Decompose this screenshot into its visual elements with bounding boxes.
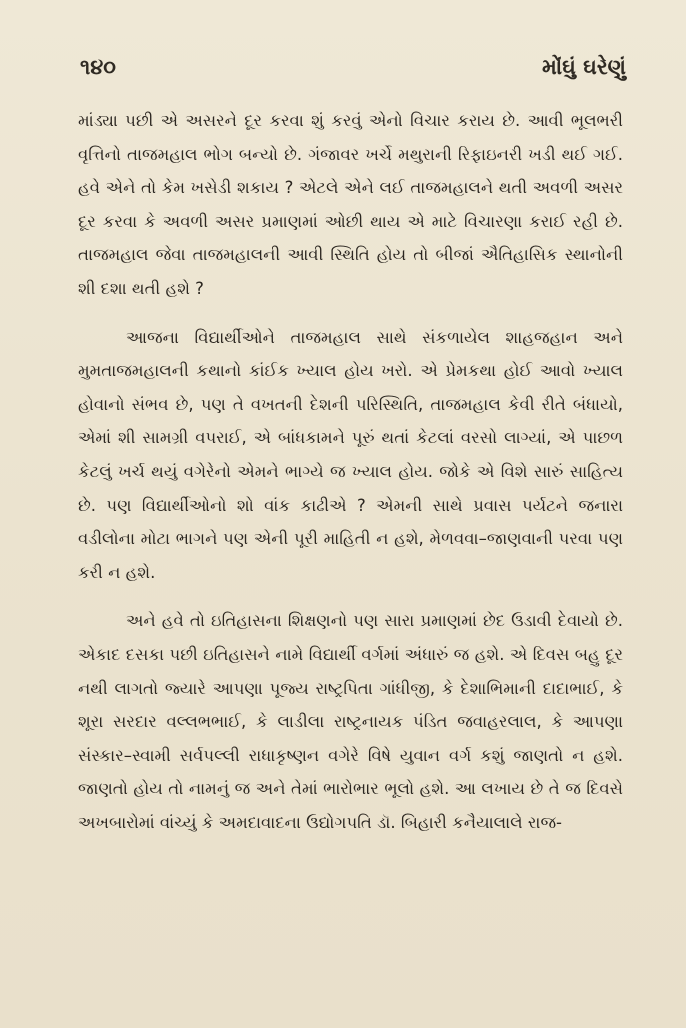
paragraph-3: અને હવે તો ઇતિહાસના શિક્ષણનો પણ સારા પ્રમાણમાં છેદ ઉડાવી દેવાયો છે. એકાદ દસકા પછી ઇતિહાસને નામે વિદ્યાર્થી વર્ગમાં અંધારું જ હશે. એ દિવસ બહુ દૂર નથી લાગતો જ્યારે આપણા પૂજ્ય રાષ્ટ્રપિતા ગાંધીજી, કે દેશાભિમાની દાદાભાઈ, કે શૂરા સરદાર વલ્લભભાઈ, કે લાડીલા રાષ્ટ્રનાયક પંડિત જવાહરલાલ, કે આપણા સંસ્કાર–સ્વામી સર્વપલ્લી રાધાકૃષ્ણન વગેરે વિષે યુવાન વર્ગ કશું જાણતો ન હશે. જાણતો હોય તો નામનું જ અને તેમાં ભારોભાર ભૂલો હશે. આ લખાય છે તે જ દિવસે અખબારોમાં વાંચ્યું કે અમદાવાદના ઉદ્યોગપતિ ડૉ. બિહારી કનૈયાલાલે રાજ- bbox=[78, 611, 623, 832]
paragraph-2: આજના વિદ્યાર્થીઓને તાજમહાલ સાથે સંકળાયેલ શાહજહાન અને મુમતાજમહાલની કથાનો કાંઈક ખ્યાલ હોય ખરો. એ પ્રેમકથા હોઈ આવો ખ્યાલ હોવાનો સંભવ છે, પણ તે વખતની દેશની પરિસ્થિતિ, તાજમહાલ કેવી રીતે બંધાયો, એમાં શી સામગ્રી વપરાઈ, એ બાંધકામને પૂરું થતાં કેટલાં વરસો લાગ્યાં, એ પાછળ કેટલું ખર્ચ થયું વગેરેનો એમને ભાગ્યે જ ખ્યાલ હોય. જોકે એ વિશે સારું સાહિત્ય છે. પણ વિદ્યાર્થીઓનો શો વાંક કાઢીએ ? એમની સાથે પ્રવાસ પર્યટને જનારા વડીલોના મોટા ભાગને પણ એની પૂરી માહિતી ન હશે, મેળવવા–જાણવાની પરવા પણ કરી ન હશે. bbox=[78, 327, 623, 582]
paragraph-1: માંડ્યા પછી એ અસરને દૂર કરવા શું કરવું એનો વિચાર કરાય છે. આવી ભૂલભરી વૃત્તિનો તાજમહાલ ભોગ બન્યો છે. ગંજાવર ખર્ચે મથુરાની રિફાઇનરી ખડી થઈ ગઈ. હવે એને તો કેમ ખસેડી શકાય ? એટલે એને લઈ તાજમહાલને થતી અવળી અસર દૂર કરવા કે અવળી અસર પ્રમાણમાં ઓછી થાય એ માટે વિચારણા કરાઈ રહી છે. તાજમહાલ જેવા તાજમહાલની આવી સ્થિતિ હોય તો બીજાં ઐતિહાસિક સ્થાનોની શી દશા થતી હશે ? bbox=[78, 111, 623, 298]
running-title: મોંઘું ઘરેણું bbox=[542, 55, 626, 79]
page-header bbox=[80, 55, 626, 91]
body-text bbox=[78, 104, 623, 839]
page-number: ૧૪૦ bbox=[80, 55, 116, 79]
